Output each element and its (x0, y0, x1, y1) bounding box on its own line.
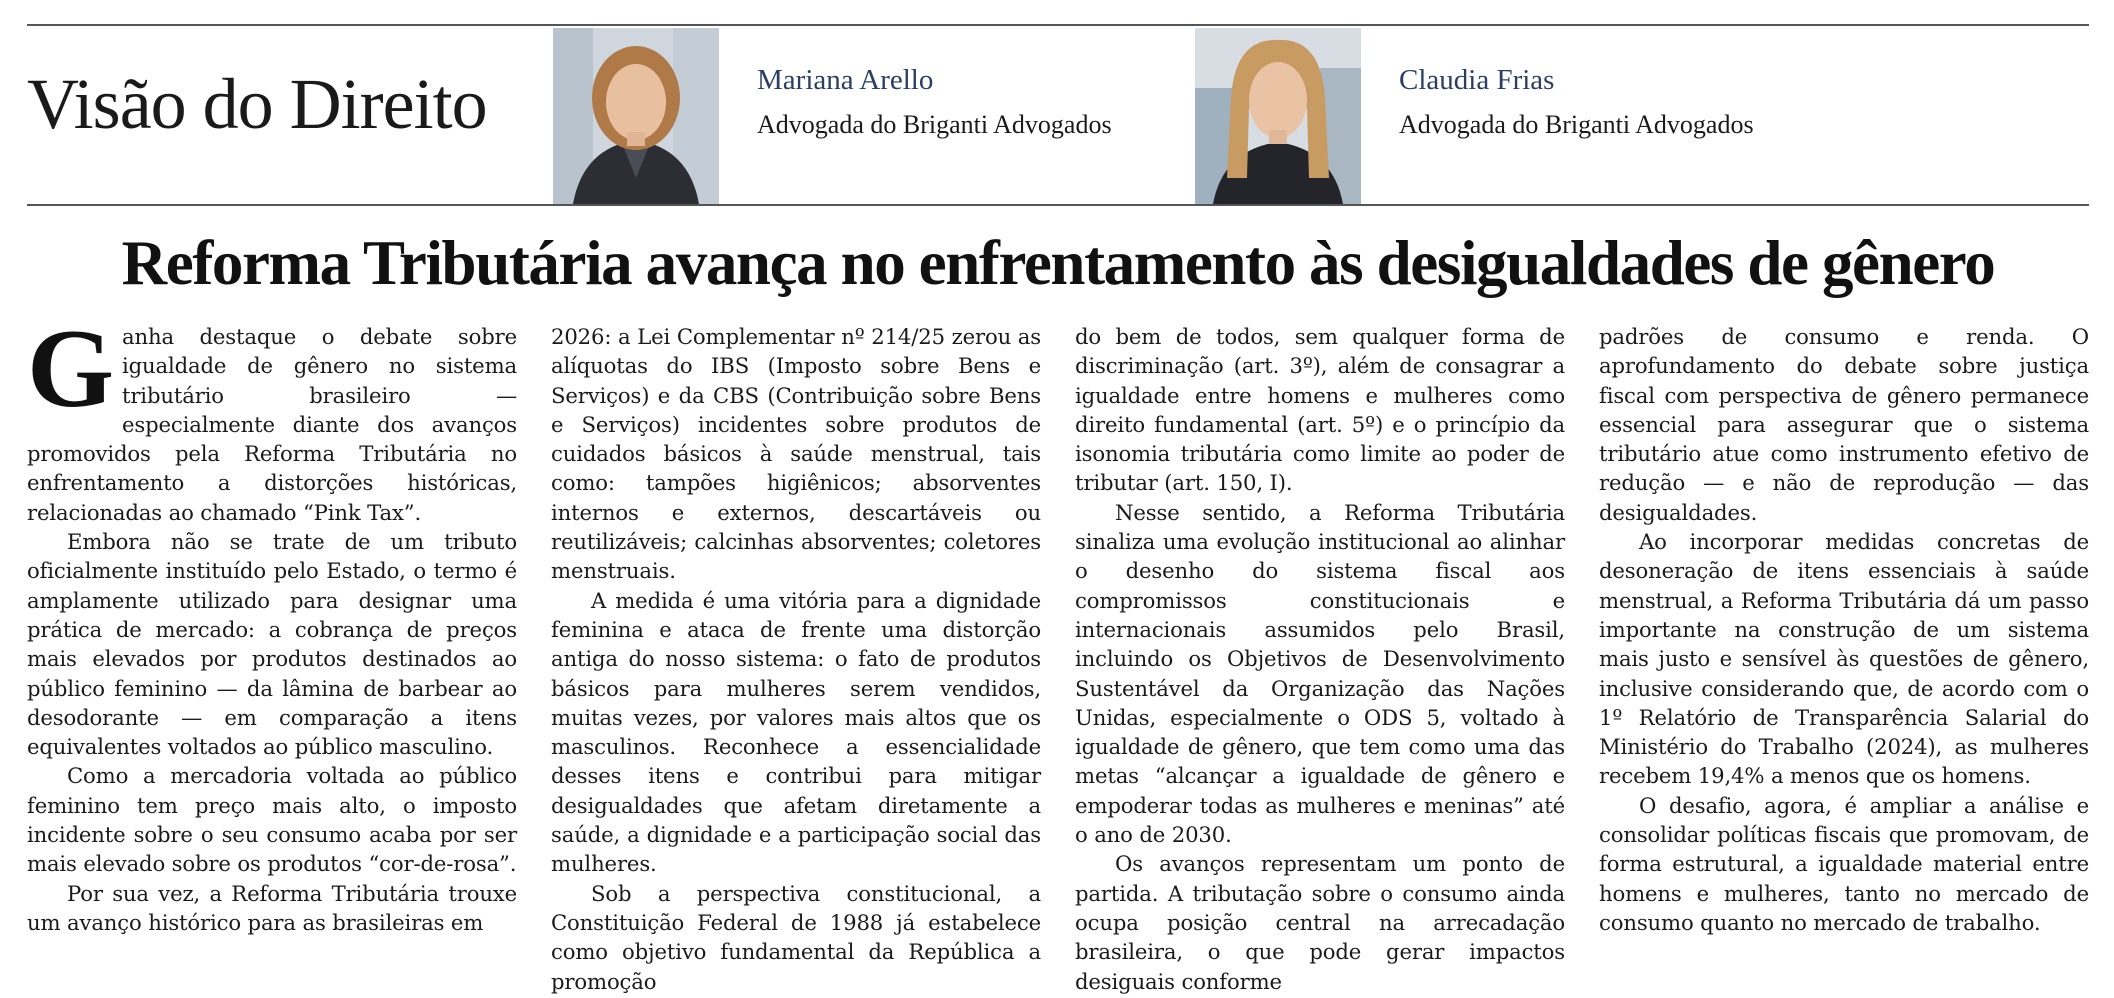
section-title: Visão do Direito (27, 64, 487, 144)
paragraph: Por sua vez, a Reforma Tributária trouxe um avanço histórico para as brasileiras em (27, 880, 517, 935)
paragraph: padrões de consumo e renda. O aprofundamento do debate sobre justiça fiscal com perspectiva de gênero permanece essencial para assegurar que o sistema tributário atue como instrumento efetivo de redução — e não de reprodução — das desigualdades. (1599, 324, 2089, 525)
header-rule (27, 204, 2089, 206)
paragraph: Embora não se trate de um tributo oficialmente instituído pelo Estado, o termo é amplamente utilizado para designar uma prática de mercado: a cobrança de preços mais elevados por produtos destinados ao público feminino — da lâmina de barbear ao desodorante — em comparação a itens equivalentes voltados ao público masculino. (27, 529, 517, 760)
article-column-1 (27, 307, 517, 996)
author-photo-claudia (1195, 28, 1361, 204)
article-column-2 (551, 322, 1041, 996)
drop-cap: G (27, 307, 114, 431)
author-name-1: Mariana Arello (757, 64, 934, 96)
article-column-3 (1075, 322, 1565, 996)
author-photo-mariana (553, 28, 719, 204)
paragraph: Nesse sentido, a Reforma Tributária sinaliza uma evolução institucional ao alinhar o desenho do sistema fiscal aos compromissos constitucionais e internacionais assumidos pelo Brasil, incluindo os Objetivos de Desenvolvimento Sustentável da Organização das Nações Unidas, especialmente o ODS 5, voltado à igualdade de gênero, que tem como uma das metas “alcançar a igualdade de gênero e empoderar todas as mulheres e meninas” até o ano de 2030. (1075, 499, 1565, 848)
paragraph: Ao incorporar medidas concretas de desoneração de itens essenciais à saúde menstrual, a Reforma Tributária dá um passo importante na construção de um sistema mais justo e sensível às questões de gênero, inclusive considerando que, de acordo com o 1º Relatório de Transparência Salarial do Ministério do Trabalho (2024), as mulheres recebem 19,4% a menos que os homens. (1599, 529, 2089, 789)
paragraph: do bem de todos, sem qualquer forma de discriminação (art. 3º), além de consagrar a igualdade entre homens e mulheres como direito fundamental (art. 5º) e o princípio da isonomia tributária como limite ao poder de tributar (art. 150, I). (1075, 324, 1565, 496)
article-column-4 (1599, 322, 2089, 996)
paragraph: Os avanços representam um ponto de partida. A tributação sobre o consumo ainda ocupa posição central na arrecadação brasileira, o que pode gerar impactos desiguais conforme (1075, 851, 1565, 994)
paragraph: Sob a perspectiva constitucional, a Constituição Federal de 1988 já estabelece como objetivo fundamental da República a promoção (551, 880, 1041, 994)
paragraph: O desafio, agora, é ampliar a análise e consolidar políticas fiscais que promovam, de forma estrutural, a igualdade material entre homens e mulheres, tanto no mercado de consumo quanto no mercado de trabalho. (1599, 792, 2089, 935)
author-role-1: Advogada do Briganti Advogados (757, 110, 1112, 139)
author-role-2: Advogada do Briganti Advogados (1399, 110, 1754, 139)
article-body (27, 307, 2089, 996)
article-headline: Reforma Tributária avança no enfrentamento às desigualdades de gênero (121, 228, 1995, 298)
paragraph: Como a mercadoria voltada ao público feminino tem preço mais alto, o imposto incidente sobre o seu consumo acaba por ser mais elevado sobre os produtos “cor-de-rosa”. (27, 763, 517, 877)
paragraph: Ganha destaque o debate sobre igualdade de gênero no sistema tributário brasileiro — especialmente diante dos avanços promovidos pela Reforma Tributária no enfrentamento a distorções históricas, relacionadas ao chamado “Pink Tax”. (27, 307, 517, 525)
author-name-2: Claudia Frias (1399, 64, 1555, 96)
paragraph: 2026: a Lei Complementar nº 214/25 zerou as alíquotas do IBS (Imposto sobre Bens e Serviços) e da CBS (Contribuição sobre Bens e Serviços) incidentes sobre produtos de cuidados básicos à saúde menstrual, tais como: tampões higiênicos; absorventes internos e externos, descartáveis ou reutilizáveis; calcinhas absorventes; coletores menstruais. (551, 324, 1041, 584)
paragraph: A medida é uma vitória para a dignidade feminina e ataca de frente uma distorção antiga do nosso sistema: o fato de produtos básicos para mulheres serem vendidos, muitas vezes, por valores mais altos que os masculinos. Reconhece a essencialidade desses itens e contribui para mitigar desigualdades que afetam diretamente a saúde, a dignidade e a participação social das mulheres. (551, 587, 1041, 877)
top-rule (27, 24, 2089, 26)
